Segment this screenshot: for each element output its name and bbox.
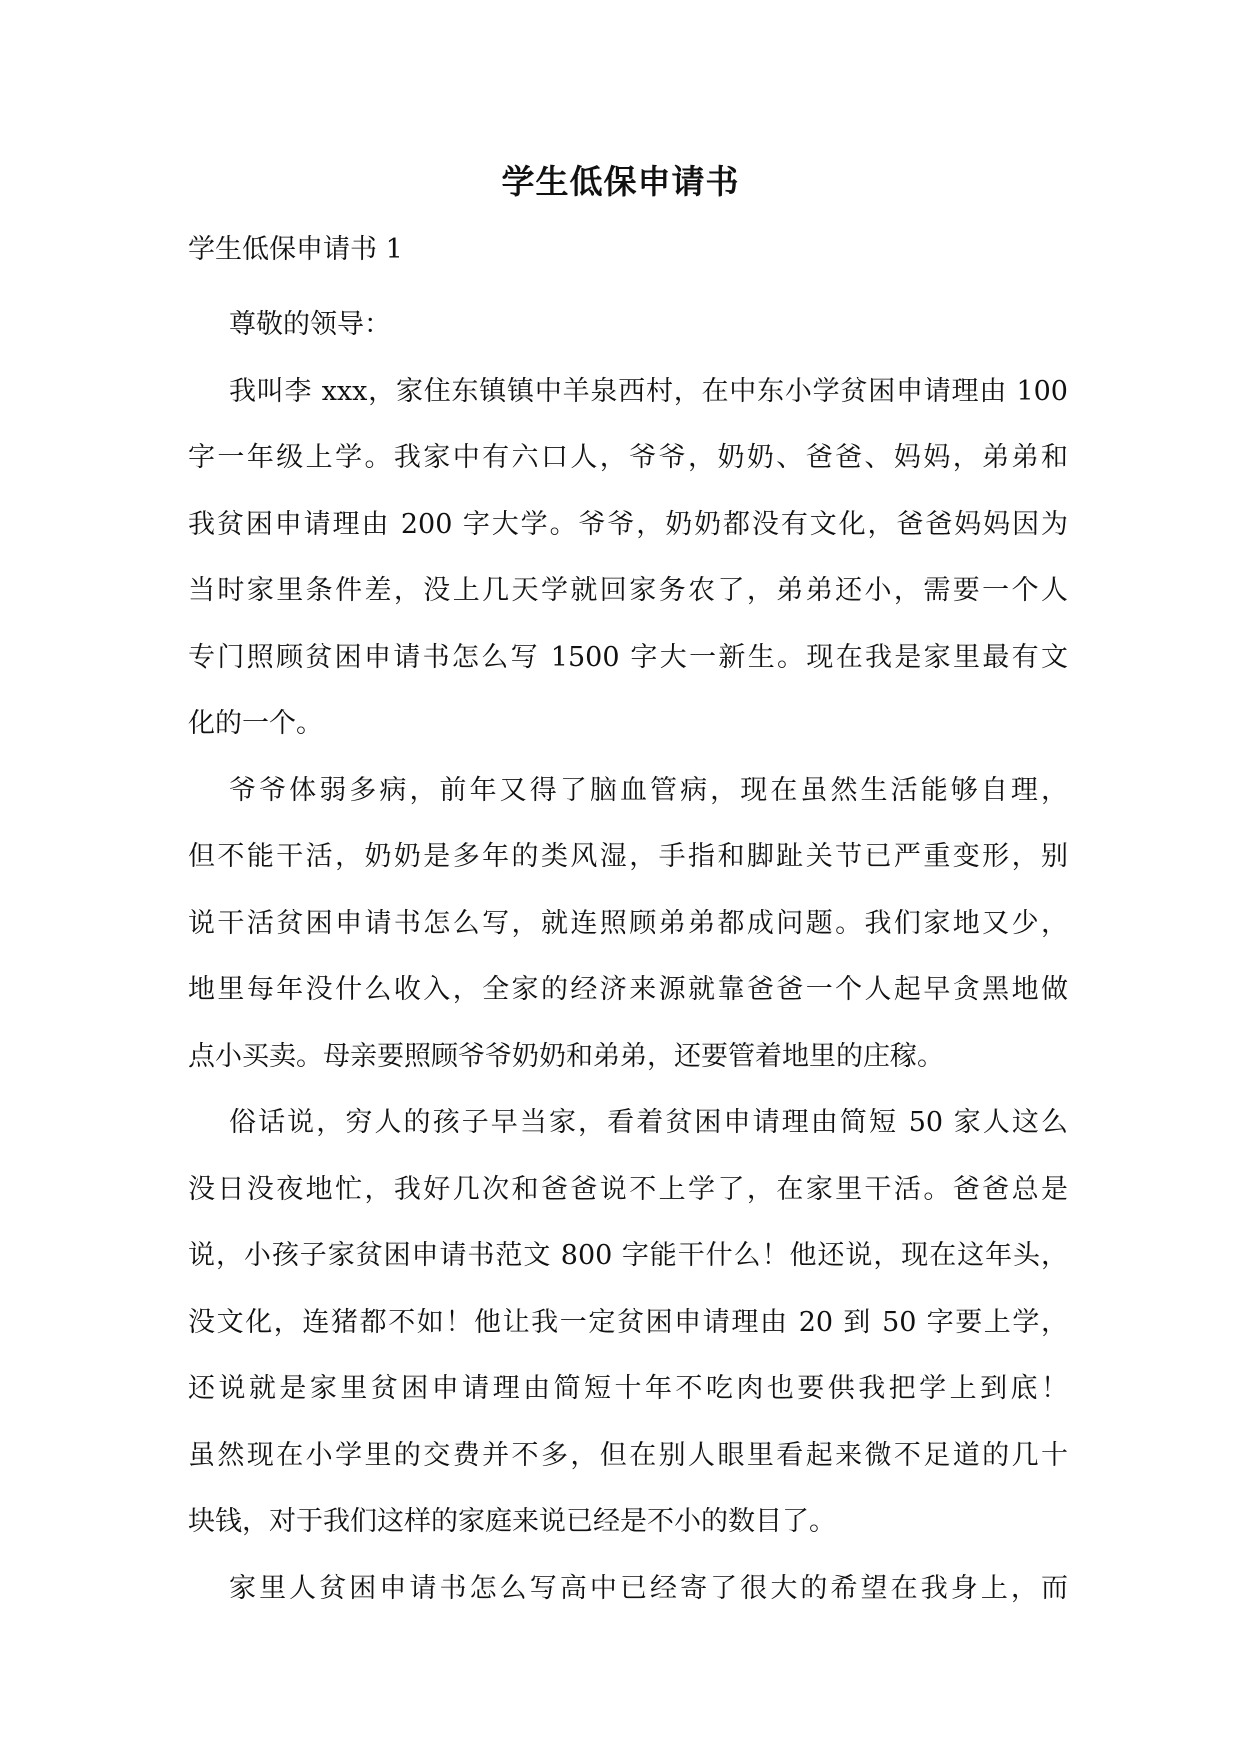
text-line: 我叫李 xxx，家住东镇镇中羊泉西村，在中东小学贫困申请理由 100: [229, 375, 1068, 407]
text-line: 没日没夜地忙，我好几次和爸爸说不上学了，在家里干活。爸爸总是: [188, 1173, 1068, 1205]
text-line: 说，小孩子家贫困申请书范文 800 字能干什么！他还说，现在这年头，: [188, 1240, 1068, 1271]
text-line: 俗话说，穷人的孩子早当家，看着贫困申请理由简短 50 家人这么: [229, 1107, 1068, 1138]
text-line: 字一年级上学。我家中有六口人，爷爷，奶奶、爸爸、妈妈，弟弟和: [188, 442, 1068, 473]
text-line: 专门照顾贫困申请书怎么写 1500 字大一新生。现在我是家里最有文: [188, 641, 1068, 673]
text-line: 还说就是家里贫困申请理由简短十年不吃肉也要供我把学上到底！: [188, 1373, 1068, 1404]
text-line: 爷爷体弱多病，前年又得了脑血管病，现在虽然生活能够自理，: [229, 774, 1068, 806]
text-line: 没文化，连猪都不如！他让我一定贫困申请理由 20 到 50 字要上学，: [188, 1306, 1068, 1338]
text-line: 地里每年没什么收入，全家的经济来源就靠爸爸一个人起早贪黑地做: [188, 974, 1068, 1005]
text-line: 化的一个。: [188, 708, 323, 739]
text-line: 尊敬的领导：: [229, 309, 391, 340]
text-line: 我贫困申请理由 200 字大学。爷爷，奶奶都没有文化，爸爸妈妈因为: [188, 508, 1068, 540]
text-line: 但不能干活，奶奶是多年的类风湿，手指和脚趾关节已严重变形，别: [188, 841, 1068, 872]
text-line: 家里人贫困申请书怎么写高中已经寄了很大的希望在我身上，而: [229, 1572, 1068, 1604]
document-subtitle: 学生低保申请书 1: [188, 234, 403, 265]
text-line: 块钱，对于我们这样的家庭来说已经是不小的数目了。: [188, 1506, 836, 1537]
document-title: 学生低保申请书: [501, 162, 740, 201]
text-line: 点小买卖。母亲要照顾爷爷奶奶和弟弟，还要管着地里的庄稼。: [188, 1040, 944, 1072]
text-line: 说干活贫困申请书怎么写，就连照顾弟弟都成问题。我们家地又少，: [188, 907, 1068, 939]
document-body: [188, 292, 1068, 1622]
text-line: 当时家里条件差，没上几天学就回家务农了，弟弟还小，需要一个人: [188, 575, 1068, 606]
text-line: 虽然现在小学里的交费并不多，但在别人眼里看起来微不足道的几十: [188, 1439, 1068, 1471]
